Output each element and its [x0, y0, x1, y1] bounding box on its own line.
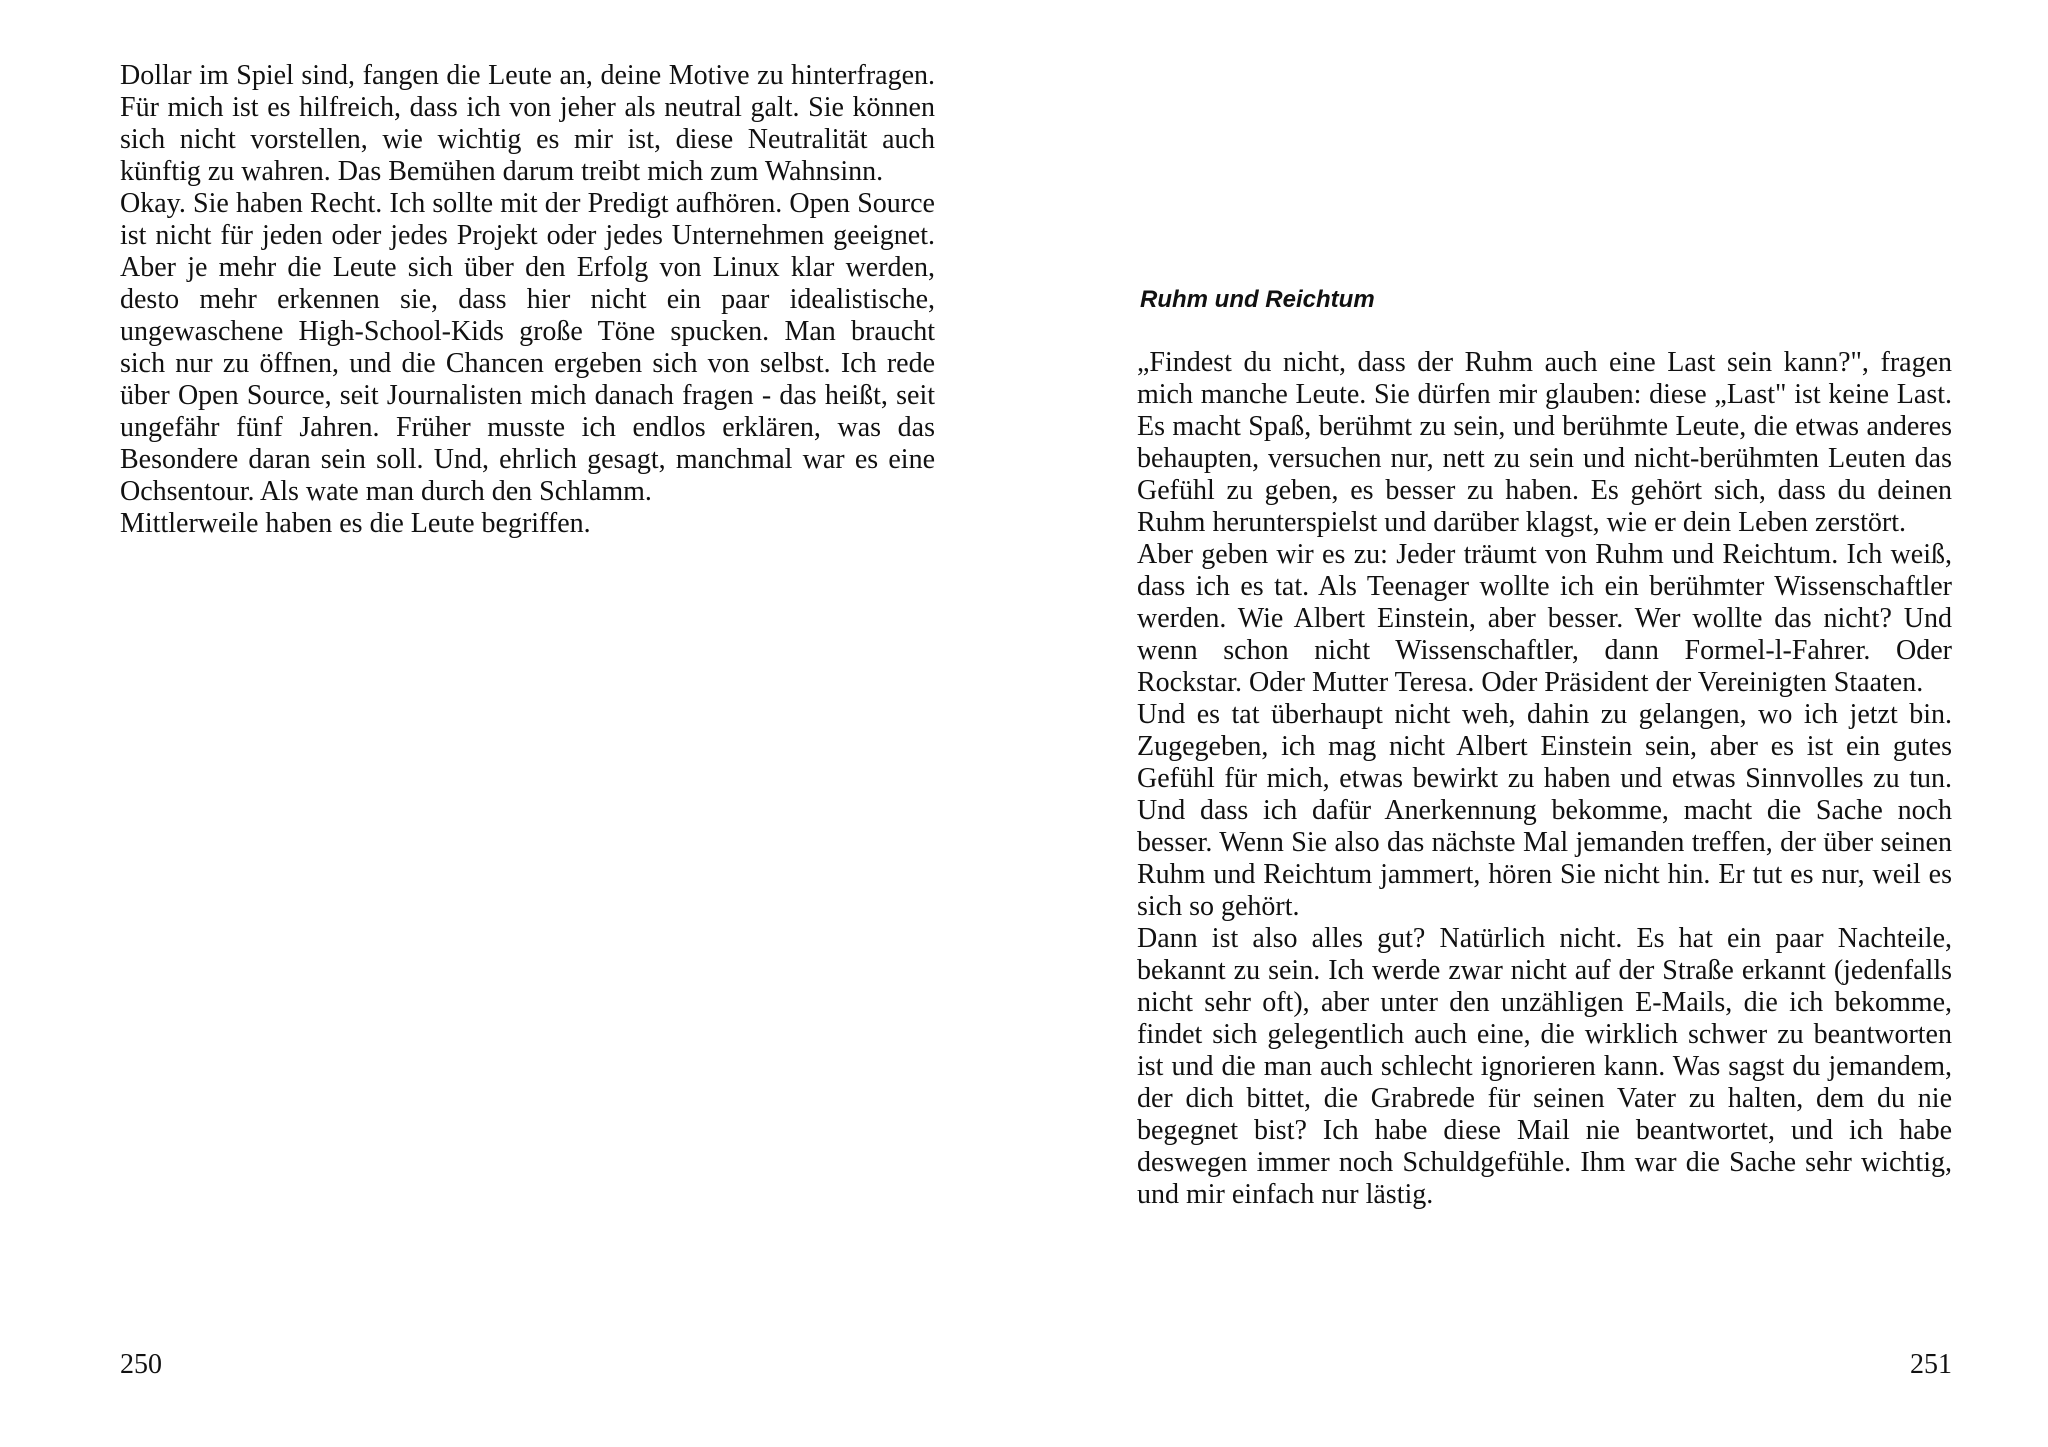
section-heading: Ruhm und Reichtum: [1140, 286, 1375, 313]
paragraph: Und es tat überhaupt nicht weh, dahin zu gelangen, wo ich jetzt bin. Zugegeben, ich mag nicht Albert Einstein sein, aber es ist ein gutes Gefühl für mich, etwas bewirkt zu haben und etwas Sinnvolles zu tun. Und dass ich dafür Anerkennung bekomme, macht die Sache noch besser. Wenn Sie also das nächste Mal jemanden treffen, der über seinen Ruhm und Reichtum jammert, hören Sie nicht hin. Er tut es nur, weil es sich so gehört.: [1137, 699, 1952, 922]
paragraph: Mittlerweile haben es die Leute begriffen.: [120, 508, 591, 539]
paragraph: „Findest du nicht, dass der Ruhm auch eine Last sein kann?", fragen mich manche Leute. Sie dürfen mir glauben: diese „Last" ist keine Last. Es macht Spaß, berühmt zu sein, und berühmte Leute, die etwas anderes behaupten, versuchen nur, nett zu sein und nicht-berühmten Leuten das Gefühl zu geben, es besser zu haben. Es gehört sich, dass du deinen Ruhm herunterspielst und darüber klagst, wie er dein Leben zerstört.: [1137, 347, 1952, 538]
right-page-body: [1137, 347, 1952, 1211]
paragraph: Dann ist also alles gut? Natürlich nicht. Es hat ein paar Nachteile, bekannt zu sein. Ich werde zwar nicht auf der Straße erkannt (jedenfalls nicht sehr oft), aber unter den unzähligen E-Mails, die ich bekomme, findet sich gelegentlich auch eine, die wirklich schwer zu beantworten ist und die man auch schlecht ignorieren kann. Was sagst du jemandem, der dich bittet, die Grabrede für seinen Vater zu halten, dem du nie begegnet bist? Ich habe diese Mail nie beantwortet, und ich habe deswegen immer noch Schuldgefühle. Ihm war die Sache sehr wichtig, und mir einfach nur lästig.: [1137, 923, 1952, 1210]
left-page-body: [120, 60, 935, 540]
page-number: 250: [120, 1349, 162, 1380]
paragraph: Okay. Sie haben Recht. Ich sollte mit der Predigt aufhören. Open Source ist nicht für jeden oder jedes Projekt oder jedes Unternehmen geeignet. Aber je mehr die Leute sich über den Erfolg von Linux klar werden, desto mehr erkennen sie, dass hier nicht ein paar idealistische, ungewaschene High-School-Kids große Töne spucken. Man braucht sich nur zu öffnen, und die Chancen ergeben sich von selbst. Ich rede über Open Source, seit Journalisten mich danach fragen - das heißt, seit ungefähr fünf Jahren. Früher musste ich endlos erklären, was das Besondere daran sein soll. Und, ehrlich gesagt, manchmal war es eine Ochsentour. Als wate man durch den Schlamm.: [120, 188, 935, 507]
paragraph: Aber geben wir es zu: Jeder träumt von Ruhm und Reichtum. Ich weiß, dass ich es tat. Als Teenager wollte ich ein berühmter Wissenschaftler werden. Wie Albert Einstein, aber besser. Wer wollte das nicht? Und wenn schon nicht Wissenschaftler, dann Formel-l-Fahrer. Oder Rockstar. Oder Mutter Teresa. Oder Präsident der Vereinigten Staaten.: [1137, 539, 1952, 698]
right-page: [1024, 0, 2048, 1447]
paragraph: Dollar im Spiel sind, fangen die Leute an, deine Motive zu hinterfragen. Für mich ist es hilfreich, dass ich von jeher als neutral galt. Sie können sich nicht vorstellen, wie wichtig es mir ist, diese Neutralität auch künftig zu wahren. Das Bemühen darum treibt mich zum Wahnsinn.: [120, 60, 935, 187]
page-number: 251: [1910, 1349, 1952, 1380]
